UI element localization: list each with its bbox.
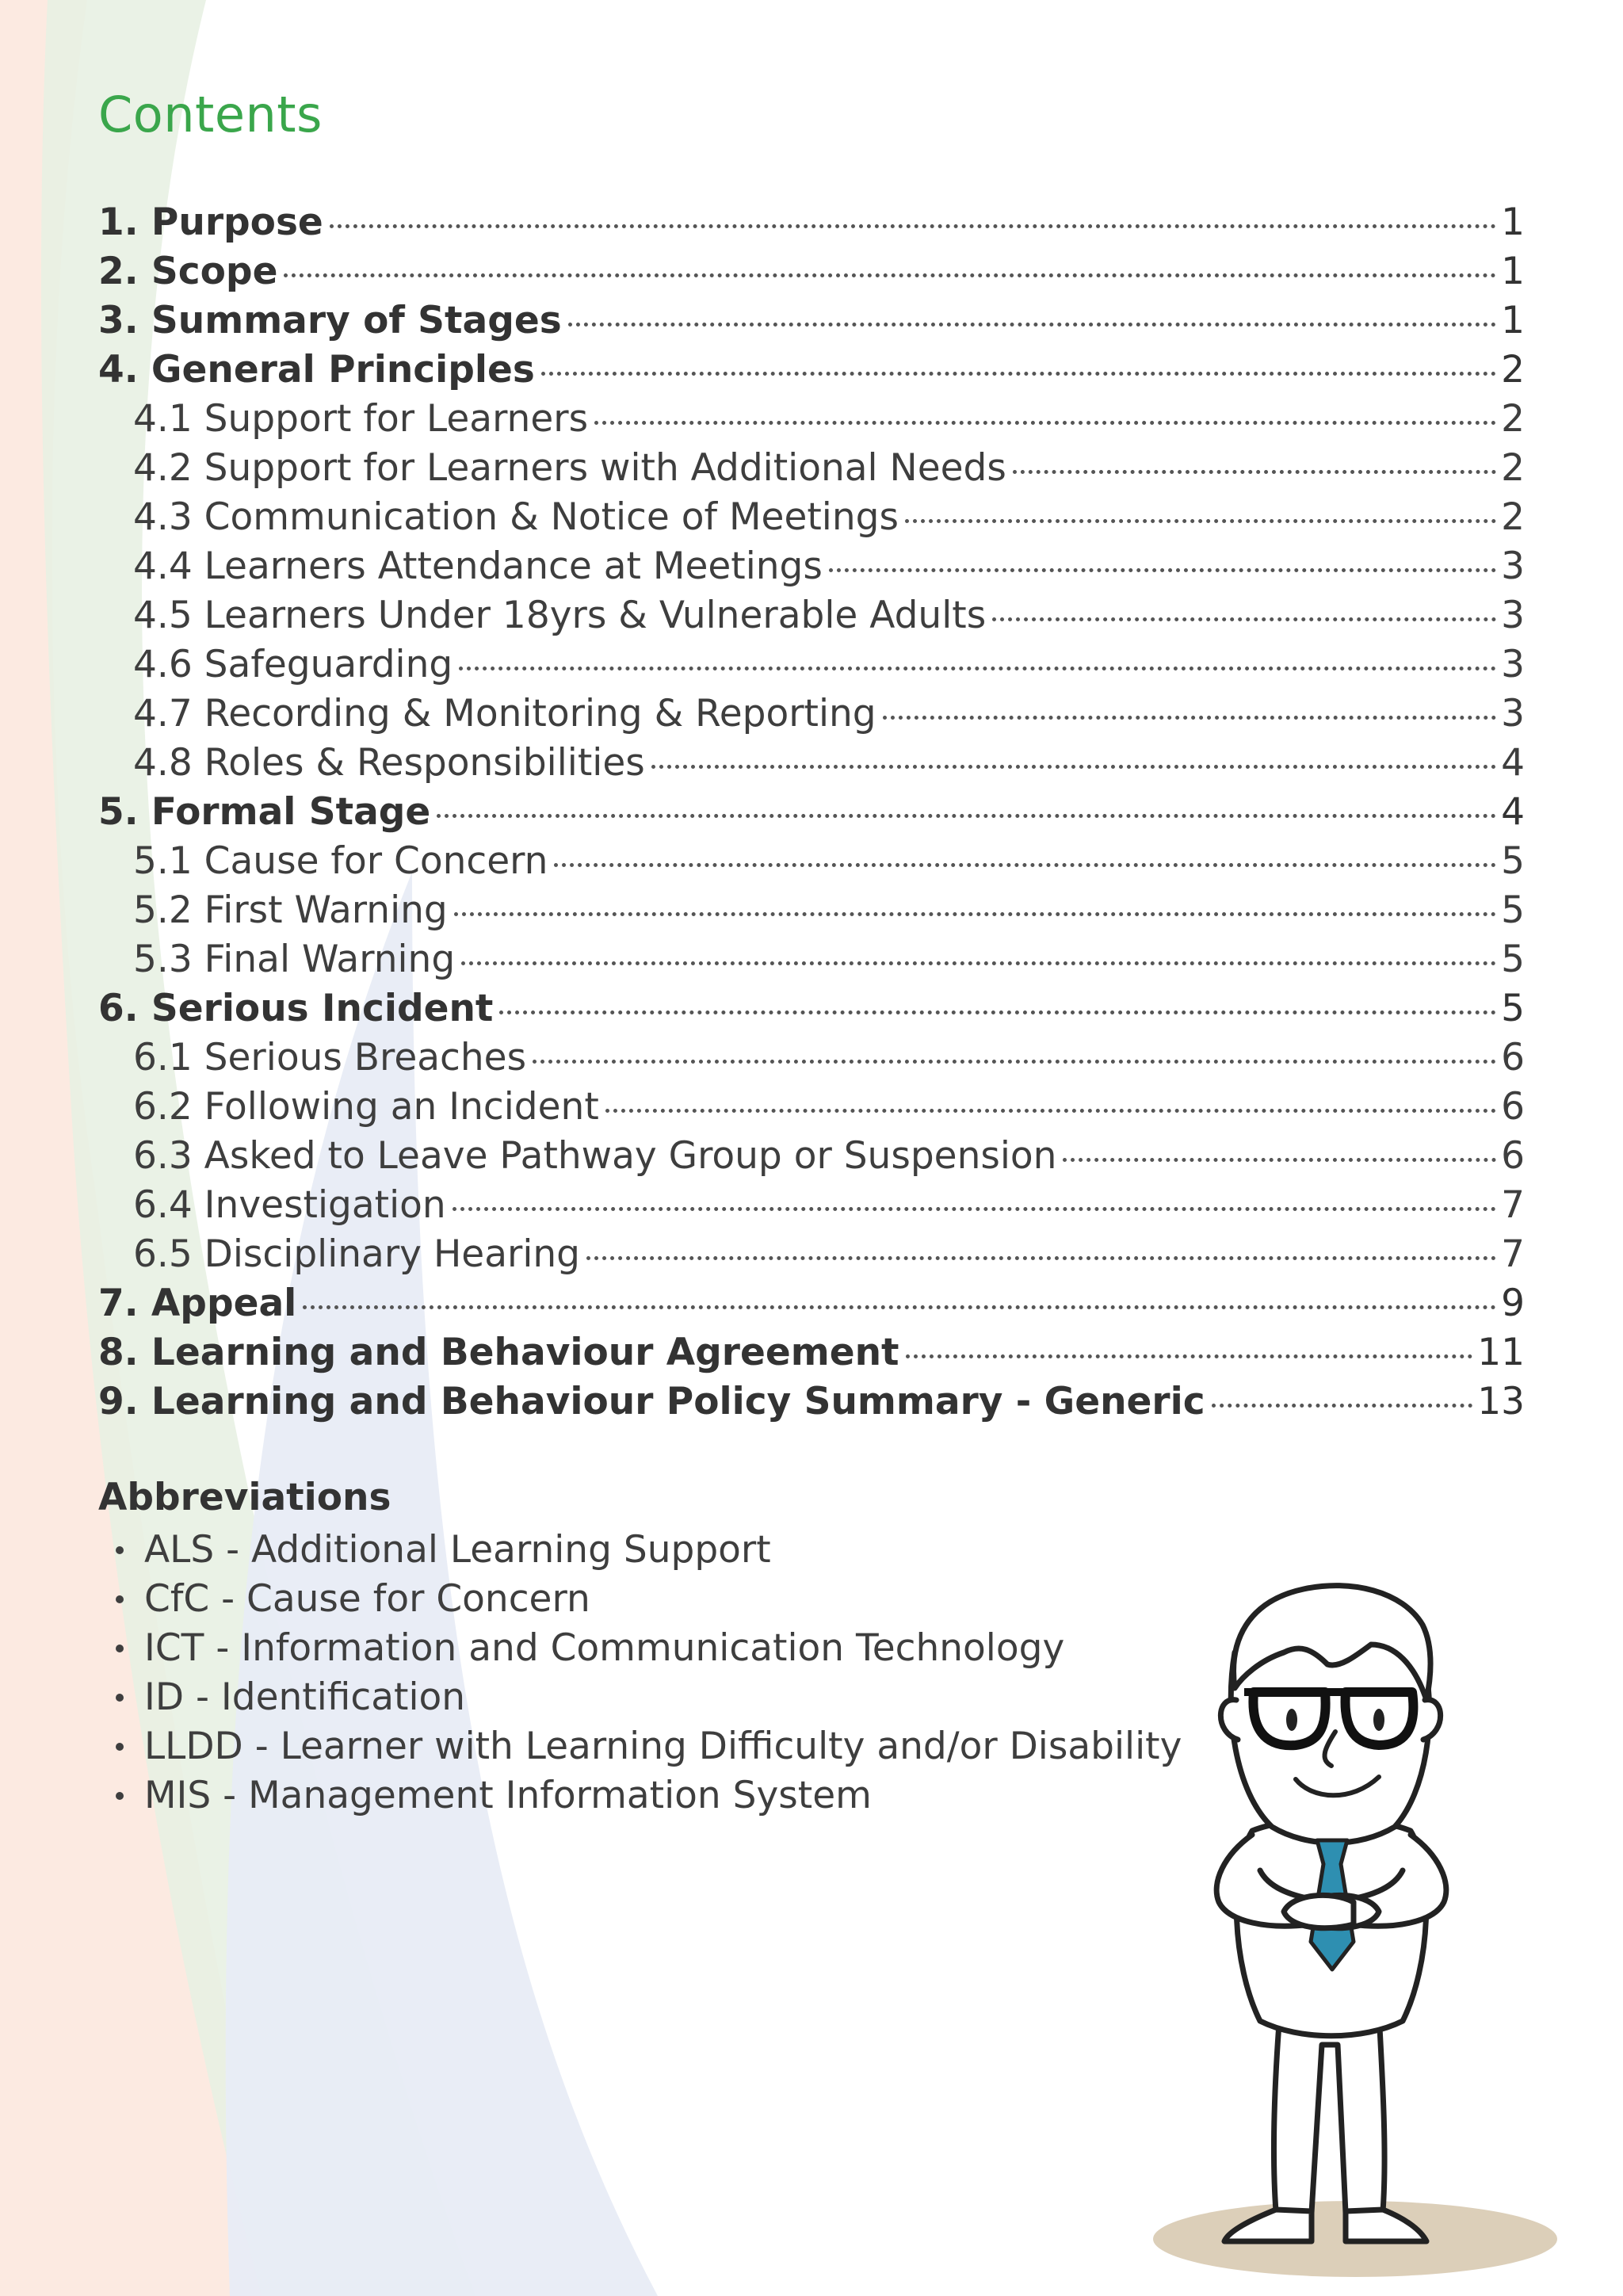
- toc-entry-label: 5. Formal Stage: [98, 790, 431, 834]
- toc-leader-dots: [284, 273, 1496, 277]
- toc-page-number: 5: [1501, 888, 1525, 932]
- left-ear: [1220, 1700, 1238, 1740]
- toc-entry[interactable]: [98, 198, 1525, 247]
- toc-page-number: 3: [1501, 643, 1525, 686]
- toc-entry-label: 5.3 Final Warning: [133, 938, 456, 981]
- toc-leader-dots: [454, 912, 1496, 916]
- toc-entry-label: 4. General Principles: [98, 348, 535, 392]
- toc-entry[interactable]: [98, 1279, 1525, 1328]
- bullet-icon: [116, 1595, 124, 1603]
- toc-entry-label: 5.1 Cause for Concern: [133, 839, 548, 883]
- toc-leader-dots: [330, 224, 1496, 228]
- toc-entry-label: 5.2 First Warning: [133, 888, 448, 932]
- toc-page-number: 7: [1501, 1232, 1525, 1276]
- toc-entry[interactable]: [98, 591, 1525, 640]
- bullet-icon: [116, 1792, 124, 1800]
- toc-leader-dots: [594, 421, 1496, 425]
- toc-page-number: 3: [1501, 544, 1525, 588]
- toc-entry-label: 4.2 Support for Learners with Additional Needs: [133, 446, 1006, 490]
- toc-leader-dots: [541, 372, 1496, 376]
- toc-leader-dots: [992, 617, 1496, 621]
- toc-page-number: 2: [1501, 495, 1525, 539]
- abbreviations-list: [98, 1526, 1182, 1820]
- toc-leader-dots: [453, 1207, 1496, 1211]
- toc-page-number: 5: [1501, 938, 1525, 981]
- toc-entry[interactable]: [98, 788, 1525, 837]
- toc-entry[interactable]: [98, 1230, 1525, 1279]
- abbreviation-text: CfC - Cause for Concern: [144, 1577, 590, 1621]
- toc-page-number: 11: [1477, 1331, 1525, 1374]
- abbreviation-item: [98, 1624, 1182, 1673]
- toc-entry-label: 4.1 Support for Learners: [133, 397, 589, 441]
- toc-page-number: 6: [1501, 1036, 1525, 1079]
- toc-page-number: 1: [1501, 299, 1525, 342]
- toc-leader-dots: [586, 1256, 1496, 1260]
- toc-leader-dots: [829, 568, 1496, 572]
- toc-entry[interactable]: [98, 739, 1525, 788]
- abbreviation-text: ICT - Information and Communication Technology: [144, 1626, 1065, 1670]
- toc-entry-label: 4.5 Learners Under 18yrs & Vulnerable Adults: [133, 594, 987, 637]
- toc-leader-dots: [651, 765, 1496, 769]
- table-of-contents: [98, 198, 1525, 1427]
- toc-entry[interactable]: [98, 542, 1525, 591]
- toc-leader-dots: [906, 1354, 1473, 1358]
- toc-entry-label: 6.5 Disciplinary Hearing: [133, 1232, 580, 1276]
- toc-entry-label: 7. Appeal: [98, 1282, 297, 1325]
- toc-page-number: 6: [1501, 1134, 1525, 1178]
- toc-leader-dots: [554, 863, 1496, 867]
- toc-entry[interactable]: [98, 935, 1525, 984]
- toc-entry[interactable]: [98, 493, 1525, 542]
- toc-page-number: 6: [1501, 1085, 1525, 1129]
- toc-entry-label: 6. Serious Incident: [98, 987, 494, 1030]
- abbreviations-heading: Abbreviations: [98, 1476, 391, 1519]
- toc-page-number: 9: [1501, 1282, 1525, 1325]
- toc-entry[interactable]: [98, 886, 1525, 935]
- abbreviation-text: ALS - Additional Learning Support: [144, 1528, 771, 1572]
- abbreviation-item: [98, 1722, 1182, 1771]
- toc-page-number: 4: [1501, 741, 1525, 785]
- toc-leader-dots: [533, 1060, 1496, 1064]
- toc-entry[interactable]: [98, 690, 1525, 739]
- toc-page-number: 1: [1501, 201, 1525, 244]
- toc-page-number: 5: [1501, 839, 1525, 883]
- toc-entry[interactable]: [98, 1083, 1525, 1132]
- legs: [1274, 2013, 1385, 2213]
- toc-entry-label: 4.3 Communication & Notice of Meetings: [133, 495, 899, 539]
- toc-leader-dots: [437, 814, 1496, 818]
- toc-leader-dots: [1212, 1404, 1473, 1408]
- toc-leader-dots: [883, 716, 1496, 720]
- toc-entry[interactable]: [98, 1132, 1525, 1181]
- toc-entry[interactable]: [98, 346, 1525, 395]
- toc-entry-label: 8. Learning and Behaviour Agreement: [98, 1331, 899, 1374]
- abbreviation-text: LLDD - Learner with Learning Difficulty and/or Disability: [144, 1725, 1182, 1768]
- right-ear: [1423, 1700, 1441, 1740]
- toc-page-number: 1: [1501, 250, 1525, 293]
- bullet-icon: [116, 1546, 124, 1554]
- toc-leader-dots: [461, 961, 1496, 965]
- toc-entry[interactable]: [98, 247, 1525, 296]
- abbreviation-text: MIS - Management Information System: [144, 1774, 872, 1817]
- abbreviation-item: [98, 1575, 1182, 1624]
- toc-page-number: 2: [1501, 348, 1525, 392]
- page-title: Contents: [98, 86, 323, 143]
- toc-leader-dots: [905, 519, 1496, 523]
- toc-entry-label: 4.7 Recording & Monitoring & Reporting: [133, 692, 876, 735]
- toc-page-number: 2: [1501, 446, 1525, 490]
- toc-entry[interactable]: [98, 296, 1525, 346]
- toc-entry-label: 9. Learning and Behaviour Policy Summary - Generic: [98, 1380, 1205, 1423]
- toc-leader-dots: [1063, 1158, 1496, 1162]
- toc-leader-dots: [499, 1010, 1496, 1014]
- toc-leader-dots: [303, 1305, 1496, 1309]
- toc-entry[interactable]: [98, 837, 1525, 886]
- toc-entry-label: 6.4 Investigation: [133, 1183, 446, 1227]
- toc-entry[interactable]: [98, 984, 1525, 1033]
- toc-entry-label: 6.2 Following an Incident: [133, 1085, 599, 1129]
- toc-entry-label: 4.6 Safeguarding: [133, 643, 453, 686]
- toc-entry[interactable]: [98, 1181, 1525, 1230]
- toc-leader-dots: [568, 323, 1496, 327]
- abbreviation-item: [98, 1673, 1182, 1722]
- toc-entry[interactable]: [98, 1377, 1525, 1427]
- toc-entry[interactable]: [98, 444, 1525, 493]
- toc-entry-label: 3. Summary of Stages: [98, 299, 562, 342]
- bullet-icon: [116, 1743, 124, 1751]
- toc-entry-label: 2. Scope: [98, 250, 278, 293]
- toc-leader-dots: [459, 667, 1496, 670]
- toc-page-number: 13: [1477, 1380, 1525, 1423]
- toc-entry[interactable]: [98, 1033, 1525, 1083]
- abbreviation-text: ID - Identification: [144, 1675, 466, 1719]
- bullet-icon: [116, 1645, 124, 1652]
- toc-page-number: 3: [1501, 594, 1525, 637]
- bullet-icon: [116, 1694, 124, 1702]
- toc-page-number: 3: [1501, 692, 1525, 735]
- toc-page-number: 7: [1501, 1183, 1525, 1227]
- toc-entry[interactable]: [98, 1328, 1525, 1377]
- toc-leader-dots: [605, 1109, 1496, 1113]
- abbreviation-item: [98, 1526, 1182, 1575]
- abbreviation-item: [98, 1771, 1182, 1820]
- toc-entry[interactable]: [98, 395, 1525, 444]
- cartoon-man-illustration: [1141, 1569, 1585, 2283]
- toc-entry-label: 1. Purpose: [98, 201, 323, 244]
- toc-entry-label: 6.1 Serious Breaches: [133, 1036, 527, 1079]
- toc-entry[interactable]: [98, 640, 1525, 690]
- toc-entry-label: 4.4 Learners Attendance at Meetings: [133, 544, 823, 588]
- toc-page-number: 4: [1501, 790, 1525, 834]
- toc-page-number: 5: [1501, 987, 1525, 1030]
- toc-page-number: 2: [1501, 397, 1525, 441]
- toc-entry-label: 4.8 Roles & Responsibilities: [133, 741, 645, 785]
- toc-entry-label: 6.3 Asked to Leave Pathway Group or Suspension: [133, 1134, 1057, 1178]
- toc-leader-dots: [1013, 470, 1496, 474]
